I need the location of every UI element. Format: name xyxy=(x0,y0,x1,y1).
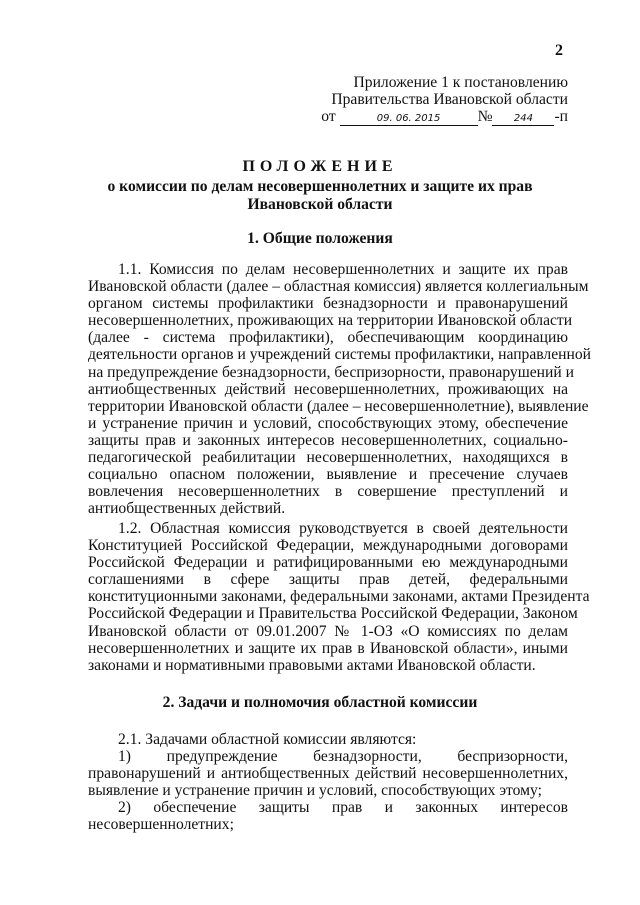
appendix-line-2: Правительства Ивановской области xyxy=(331,90,568,108)
text-line: и устранение причин и условий, способствующих этому, обеспечение xyxy=(88,414,568,432)
text-line: выявление и устранение причин и условий, способствующих этому; xyxy=(88,782,542,800)
text-line: (далее - система профилактики), обеспечивающим координацию xyxy=(88,329,568,347)
paragraph-1-1 xyxy=(88,261,591,518)
number-suffix: -п xyxy=(554,107,568,125)
document-subtitle xyxy=(0,178,640,213)
paragraph-1-2 xyxy=(88,520,590,674)
text-line: органом системы профилактики безнадзорности и правонарушений xyxy=(88,295,568,313)
text-line: Ивановской области от 09.01.2007 № 1-ОЗ «О комиссиях по делам xyxy=(88,622,568,640)
text-line: антиобщественных действий несовершеннолетних, проживающих на xyxy=(88,380,568,398)
page-number: 2 xyxy=(555,42,563,59)
text-line: Ивановской области (далее – областная комиссия) является коллегиальным xyxy=(88,278,589,296)
text-line: несовершеннолетних, проживающих на территории Ивановской области xyxy=(88,312,573,330)
text-line: Российской Федерации и ратифицированными ею международными xyxy=(88,554,568,572)
subtitle-line: Ивановской области xyxy=(247,195,393,213)
section-2-heading: 2. Задачи и полномочия областной комиссии xyxy=(162,694,478,711)
from-label: от xyxy=(321,107,336,125)
text-line: 2) обеспечение защиты прав и законных интересов xyxy=(118,799,568,817)
text-line: социально опасном положении, выявление и пресечение случаев xyxy=(88,466,568,484)
text-line: антиобщественных действий. xyxy=(88,500,286,518)
text-line: несовершеннолетних; xyxy=(88,816,234,834)
number-label: № xyxy=(477,107,493,125)
text-line: 1.1. Комиссия по делам несовершеннолетних и защите их прав xyxy=(118,261,568,278)
text-line: конституционными законами, федеральными законами, актами Президента xyxy=(88,588,590,606)
text-line: Конституцией Российской Федерации, международными договорами xyxy=(88,537,568,555)
document-title: ПОЛОЖЕНИЕ xyxy=(242,158,398,175)
handwritten-date: 09. 06. 2015 xyxy=(340,113,478,126)
handwritten-number: 244 xyxy=(492,113,554,126)
text-line: деятельности органов и учреждений системы профилактики, направленной xyxy=(88,346,591,364)
text-line: 1.2. Областная комиссия руководствуется в своей деятельности xyxy=(118,520,568,537)
text-line: на предупреждение безнадзорности, беспризорности, правонарушений и xyxy=(88,363,574,381)
text-line: правонарушений и антиобщественных действий несовершеннолетних, xyxy=(88,765,568,783)
appendix-line-3 xyxy=(321,109,568,126)
paragraph-2-1 xyxy=(88,731,568,834)
text-line: вовлечения несовершеннолетних в совершение преступлений и xyxy=(88,483,568,501)
text-line: соглашениями в сфере защиты прав детей, федеральными xyxy=(88,571,568,589)
text-line: 2.1. Задачами областной комиссии являются: xyxy=(118,731,417,748)
section-1-heading: 1. Общие положения xyxy=(247,230,393,247)
text-line: педагогической реабилитации несовершеннолетних, находящихся в xyxy=(88,449,568,467)
text-line: защиты прав и законных интересов несовершеннолетних, социально- xyxy=(88,431,568,449)
text-line: несовершеннолетних и защите их прав в Ивановской области», иными xyxy=(88,639,568,657)
appendix-line-1: Приложение 1 к постановлению xyxy=(353,74,568,91)
appendix-header xyxy=(321,75,568,126)
subtitle-line: о комиссии по делам несовершеннолетних и защите их прав xyxy=(107,178,533,195)
text-line: территории Ивановской области (далее – несовершеннолетние), выявление xyxy=(88,397,589,415)
text-line: 1) предупреждение безнадзорности, беспризорности, xyxy=(118,748,568,766)
text-line: законами и нормативными правовыми актами Ивановской области. xyxy=(88,656,536,674)
text-line: Российской Федерации и Правительства Российской Федерации, Законом xyxy=(88,605,578,623)
